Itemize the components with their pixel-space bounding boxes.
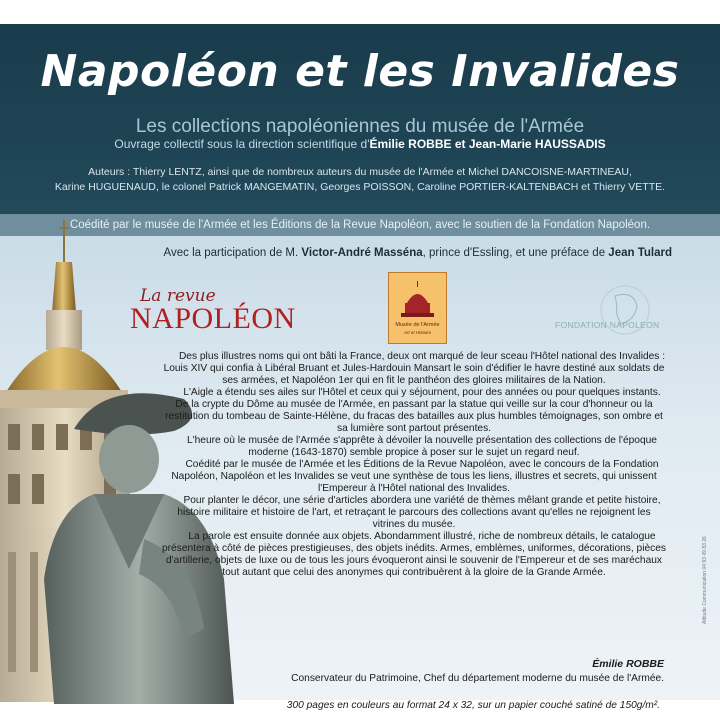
coedition-band: Coédité par le musée de l'Armée et les Éditions de la Revue Napoléon, avec le soutien de la Fondation Napoléon. [0, 214, 720, 236]
poster [0, 24, 720, 711]
revue-logo-name: NAPOLÉON [130, 302, 296, 335]
direction-line [0, 137, 720, 151]
fondation-napoleon-logo [555, 284, 667, 342]
participant-name: Victor-André Masséna [301, 247, 423, 259]
fondation-logo-label: FONDATION NAPOLEON [555, 320, 660, 330]
subtitle: Les collections napoléoniennes du musée de l'Armée [135, 116, 585, 137]
signature-role: Conservateur du Patrimoine, Chef du département moderne du musée de l'Armée. [291, 673, 664, 684]
revue-napoleon-logo [128, 286, 296, 342]
book-format: 300 pages en couleurs au format 24 x 32, sur un papier couché satiné de 150g/m². [286, 700, 660, 711]
side-credit: Attitude Communication 04 93 49 83 26 [702, 536, 708, 624]
signature: Émilie ROBBE [592, 658, 664, 670]
participation-middle: , prince d'Essling, et une préface de [422, 247, 609, 259]
paragraph: La parole est ensuite donnée aux objets. Abondamment illustré, riche de nombreux détails, le catalogue présentera à côté de pièces prestigieuses, des objets inédits. Armes, emblèmes, uniformes, décorations, pièces d'artillerie, objets de luxe ou de tous les jours évoqueront ainsi le souvenir de l'Empereur et de ses maréchaux tout autant que celui des anonymes qui contribuèrent à la gloire de la Grande Armée. [162, 531, 666, 578]
authors-line: Auteurs : Thierry LENTZ, ainsi que de nombreux auteurs du musée de l'Armée et Michel DANCOISNE-MARTINEAU, [88, 166, 632, 178]
paragraph: L'Aigle a étendu ses ailes sur l'Hôtel et ceux qui y séjournent, pour des années ou pour quelques instants. De la crypte du Dôme au musée de l'Armée, en passant par la statue qui veille sur la cour d'honneur ou la restitution du tombeau de Sainte-Hélène, du fracas des batailles aux plus humbles témoignages, son ombre et sa lumière sont partout présentes. [165, 387, 663, 434]
musee-armee-logo [388, 272, 447, 344]
paragraph: Coédité par le musée de l'Armée et les Éditions de la Revue Napoléon, avec le concours de la Fondation Napoléon, Napoléon et les Invalides se veut une synthèse de tous les liens, illustres et secrets, qui unissent l'Empereur à l'Hôtel national des Invalides. [171, 459, 659, 494]
page-title: Napoléon et les Invalides [40, 46, 680, 97]
paragraph: Des plus illustres noms qui ont bâti la France, deux ont marqué de leur sceau l'Hôtel national des Invalides : Louis XIV qui confia à Libéral Bruant et Jules-Hardouin Mansart le soin d'édifier le havre destiné aux soldats de ses armées, et Napoléon 1er qui en fit le panthéon des gloires militaires de la Nation. [163, 351, 666, 386]
direction-joiner: et [451, 137, 469, 151]
revue-logo-la: La revue [140, 286, 216, 306]
director-1: Émilie ROBBE [369, 137, 452, 151]
profile-emblem-icon [555, 284, 667, 342]
header-banner [0, 24, 720, 214]
musee-logo-label: Musée de l'Armée [395, 322, 440, 328]
dome-emblem-icon [389, 273, 446, 321]
paragraph: L'heure où le musée de l'Armée s'apprête à dévoiler la nouvelle présentation des collections de l'époque moderne (1643-1870) semble propice à poser sur le sujet un regard neuf. [187, 435, 657, 458]
direction-prefix: Ouvrage collectif sous la direction scientifique d' [114, 137, 370, 151]
authors-block [40, 165, 680, 195]
participation-line [112, 247, 672, 259]
preface-author: Jean Tulard [608, 247, 672, 259]
participation-prefix: Avec la participation de M. [163, 247, 302, 259]
musee-logo-sublabel: Art et Histoire [403, 330, 432, 335]
paragraph: Pour planter le décor, une série d'articles abordera une variété de thèmes mêlant grande et petite histoire, histoire militaire et histoire de l'art, et retraçant le parcours des collections avant qu'elles ne rejoignent les vitrines du musée. [177, 495, 661, 530]
authors-line: Karine HUGUENAUD, le colonel Patrick MANGEMATIN, Georges POISSON, Caroline PORTIER-KALTENBACH et Thierry VETTE. [54, 181, 666, 193]
director-2: Jean-Marie HAUSSADIS [468, 137, 606, 151]
description-text [160, 351, 668, 579]
